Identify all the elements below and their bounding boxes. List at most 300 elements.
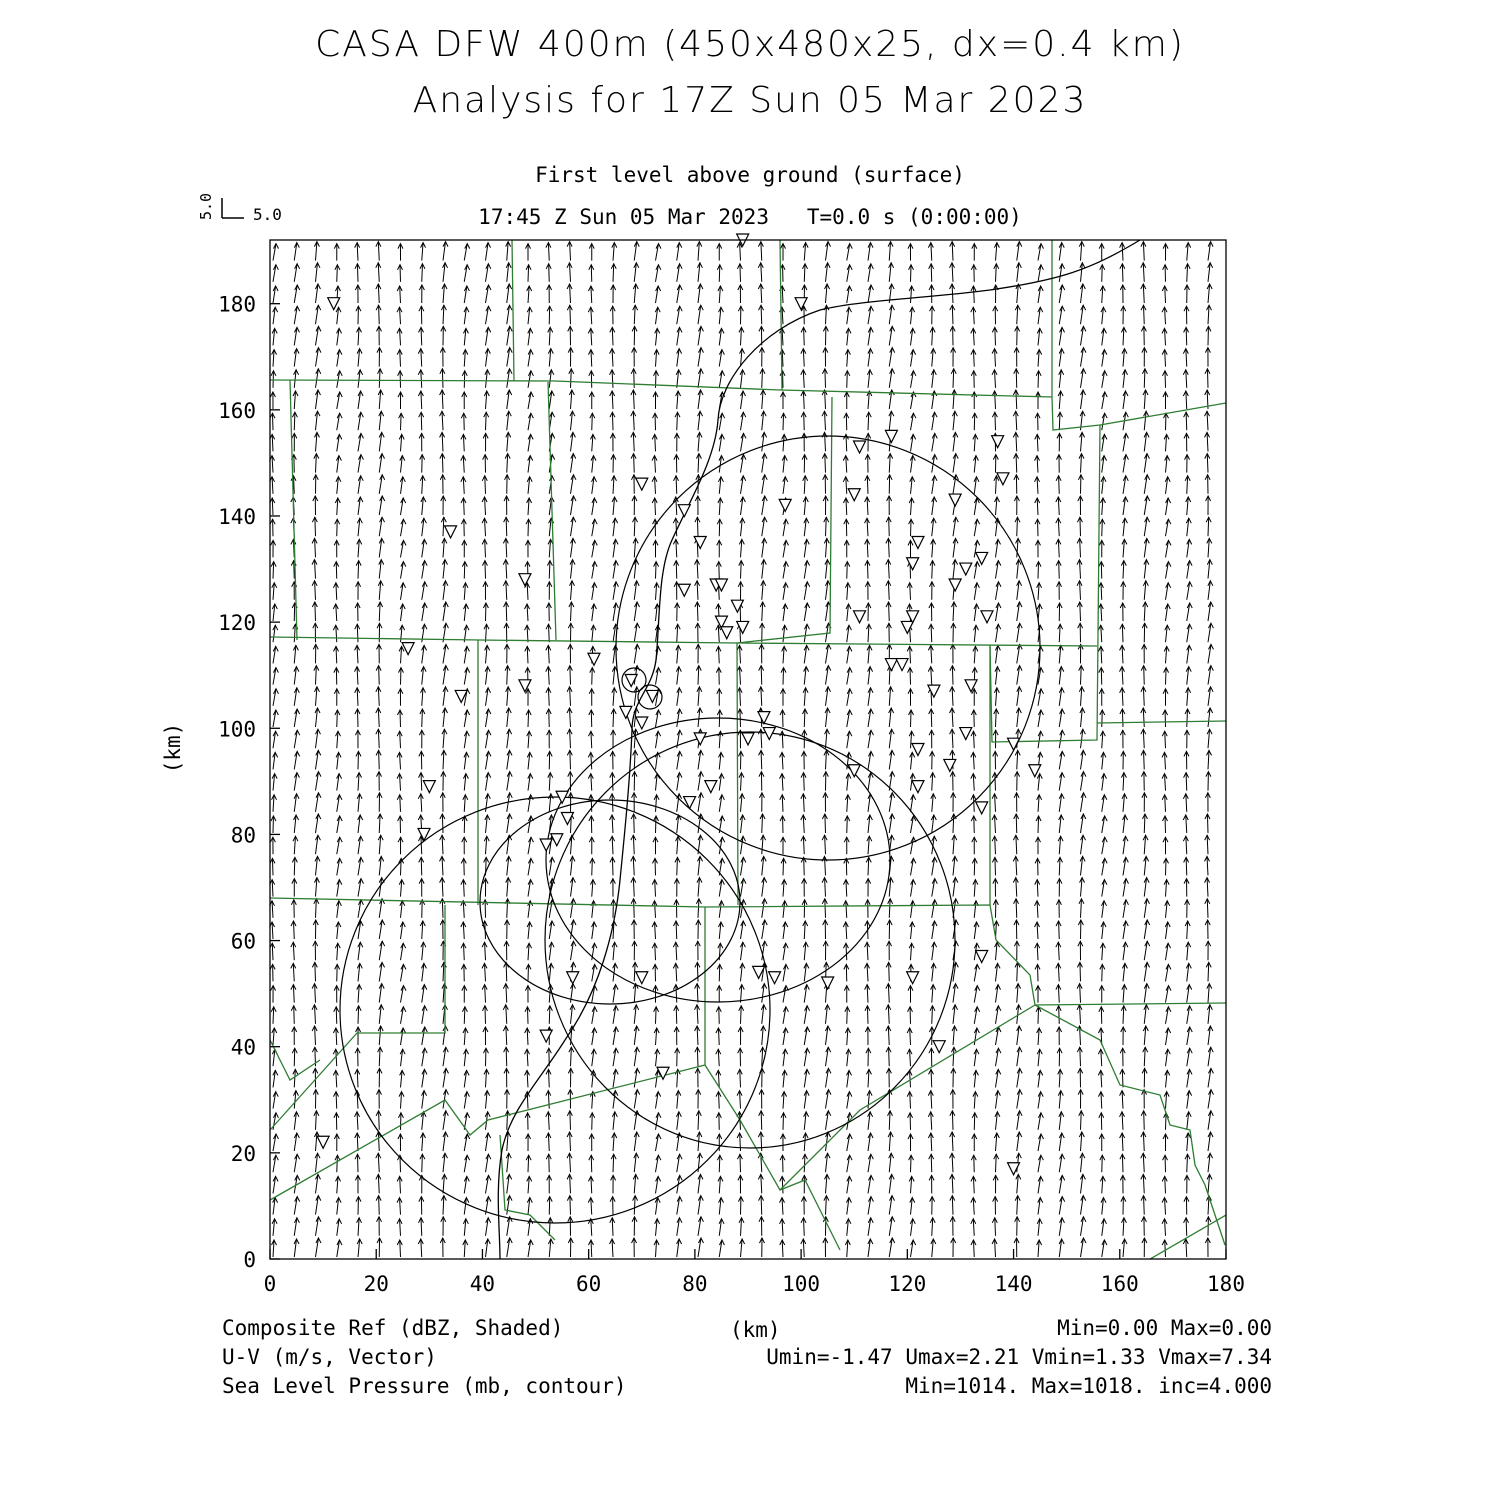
wind-vector [397,265,402,282]
x-tick-label: 100 [782,1272,821,1296]
wind-vector [526,1134,531,1151]
wind-vector [631,920,636,939]
county-line [548,382,556,640]
wind-vector [825,581,830,600]
wind-vector [1080,284,1085,303]
wind-vector [486,1133,491,1151]
wind-vector [1208,1047,1213,1066]
wind-vector [889,1238,894,1257]
wind-vector [549,942,554,960]
wind-vector [971,710,976,727]
wind-vector [1037,1240,1042,1257]
wind-vector [271,816,276,833]
wind-vector [486,1218,491,1236]
wind-vector [1162,1219,1167,1236]
wind-vector [950,1174,955,1193]
wind-vector [273,1092,278,1109]
wind-vector [783,1028,788,1045]
wind-vector [1100,286,1105,303]
wind-vector [567,1132,572,1151]
wind-vector [1016,284,1021,303]
wind-vector [1208,242,1213,261]
wind-vector [932,497,937,515]
wind-vector [696,1090,701,1109]
wind-vector [379,432,384,451]
wind-vector [355,1112,360,1130]
wind-vector [929,1048,934,1066]
wind-vector [889,305,894,324]
wind-vector [1036,816,1041,833]
station-marker [912,744,924,756]
wind-vector [1099,668,1104,685]
wind-vector [611,709,616,727]
wind-vector [953,984,958,1003]
wind-vector [1141,1217,1146,1236]
wind-vector [931,349,936,367]
wind-vector [1205,369,1210,388]
plot-subtitle: Analysis for 17Z Sun 05 Mar 2023 [412,80,1088,121]
wind-vector [1036,837,1041,854]
wind-vector [992,327,997,345]
wind-vector [676,1112,681,1130]
wind-vector [803,476,808,494]
wind-vector [695,1047,700,1066]
wind-vector [443,687,448,706]
wind-vector [613,539,618,557]
wind-vector [273,265,278,282]
wind-vector [844,986,849,1003]
wind-vector [462,837,467,854]
wind-vector [610,391,615,409]
wind-vector [1185,709,1190,727]
wind-vector [654,816,659,833]
wind-vector [592,519,597,536]
wind-vector [866,624,871,642]
wind-vector [951,1068,956,1087]
wind-vector [677,349,682,367]
wind-vector [676,836,681,854]
wind-vector [1078,475,1083,494]
wind-vector [632,1217,637,1236]
wind-vector [932,879,937,897]
wind-vector [633,517,638,536]
wind-vector [273,731,278,748]
wind-vector [1101,477,1106,494]
wind-vector [1035,922,1040,939]
wind-vector [270,964,275,981]
wind-vector [507,348,512,367]
wind-vector [441,326,446,345]
wind-vector [337,1219,342,1236]
wind-vector [1081,390,1086,409]
wind-vector [525,1028,530,1045]
wind-vector [313,623,318,642]
wind-vector [655,328,660,345]
wind-vector [634,1005,639,1024]
wind-vector [1081,1196,1086,1215]
wind-vector [675,1048,680,1066]
wind-vector [847,1092,852,1109]
wind-vector [1205,856,1210,875]
wind-vector [719,350,724,367]
wind-vector [590,413,595,430]
wind-vector [334,668,339,685]
wind-vector [1163,392,1168,409]
wind-vector [972,858,977,875]
wind-vector [461,477,466,494]
wind-vector [932,857,937,875]
wind-vector [1120,1112,1125,1130]
x-tick-label: 120 [888,1272,927,1296]
wind-vector [1142,1068,1147,1087]
wind-vector [762,475,767,494]
wind-vector [974,1028,979,1045]
wind-vector [612,497,617,515]
wind-vector [738,306,743,324]
wind-vector [1079,1111,1084,1130]
wind-vector [803,921,808,939]
y-tick-label: 180 [218,292,256,317]
wind-vector [737,688,742,706]
wind-vector [568,326,573,345]
wind-vector [443,666,448,685]
wind-vector [1187,1006,1192,1024]
wind-vector [740,518,745,536]
time-label: 17:45 Z Sun 05 Mar 2023 T=0.0 s (0:00:00) [478,205,1022,229]
wind-vector [1163,837,1168,854]
station-marker [636,478,648,490]
wind-vector [400,625,405,642]
wind-vector [866,603,871,621]
wind-vector [656,1155,661,1172]
wind-vector [589,244,594,261]
wind-vector [1099,562,1104,579]
wind-vector [337,413,342,430]
wind-vector [379,538,384,557]
wind-vector [845,562,850,579]
wind-vector [1017,1047,1022,1066]
wind-vector [1207,538,1212,557]
wind-vector [376,242,381,261]
wind-vector [823,496,828,515]
wind-vector [399,1092,404,1109]
wind-vector [760,623,765,642]
wind-vector [1098,646,1103,663]
wind-vector [950,772,955,791]
wind-vector [1058,836,1063,854]
wind-vector [1141,1174,1146,1193]
wind-vector [1206,496,1211,515]
wind-vector [783,562,788,579]
wind-vector [846,625,851,642]
wind-vector [1099,244,1104,261]
wind-vector [377,1238,382,1257]
wind-vector [759,305,764,324]
wind-vector [866,1048,871,1066]
wind-vector [355,709,360,727]
wind-vector [824,517,829,536]
wind-vector [950,1132,955,1151]
wind-vector [422,603,427,621]
wind-vector [313,496,318,515]
wind-vector [1186,667,1191,685]
wind-vector [889,1196,894,1215]
wind-vector [911,392,916,409]
wind-vector [759,1196,764,1215]
wind-vector [974,1049,979,1066]
wind-vector [398,668,403,685]
wind-vector [316,369,321,388]
wind-vector [505,454,510,473]
wind-vector [592,1028,597,1045]
wind-vector [1102,371,1107,388]
wind-vector [1077,1005,1082,1024]
wind-vector [570,411,575,430]
wind-vector [780,1155,785,1172]
wind-vector [419,1197,424,1215]
wind-vector [1185,921,1190,939]
wind-vector [272,1219,277,1236]
wind-vector [333,646,338,663]
county-line [1097,721,1226,723]
x-tick-label: 140 [994,1272,1033,1296]
wind-vector [419,857,424,875]
wind-vector [992,836,997,854]
wind-vector [379,962,384,981]
wind-vector [1184,730,1189,748]
wind-vector [483,1027,488,1045]
wind-vector [1184,306,1189,324]
wind-vector [1059,751,1064,769]
wind-vector [1142,1090,1147,1109]
wind-vector [464,1070,469,1087]
wind-vector [1014,475,1019,494]
wind-vector [547,730,552,748]
wind-vector [1038,1155,1043,1172]
wind-vector [843,477,848,494]
county-line [780,240,782,390]
wind-vector [1035,858,1040,875]
wind-vector [610,857,615,875]
wind-vector [312,1026,317,1045]
wind-vector [843,456,848,473]
wind-vector [312,962,317,981]
wind-vector [272,1049,277,1066]
wind-vector [631,814,636,833]
wind-vector [486,1154,491,1172]
wind-vector [613,561,618,579]
wind-vector [971,371,976,388]
wind-vector [486,688,491,706]
wind-vector [698,305,703,324]
wind-vector [1141,708,1146,727]
wind-vector [503,581,508,600]
wind-vector [1056,518,1061,536]
wind-vector [888,1132,893,1151]
wind-vector [1081,305,1086,324]
wind-vector [590,434,595,451]
wind-vector [1166,498,1171,515]
wind-vector [1015,517,1020,536]
wind-vector [315,729,320,748]
wind-vector [507,1174,512,1193]
wind-vector [1123,455,1128,473]
wind-vector [631,856,636,875]
wind-vector [506,708,511,727]
wind-vector [1121,561,1126,579]
wind-vector [270,413,275,430]
wind-vector [1206,772,1211,791]
wind-vector [398,1113,403,1130]
wind-vector [654,795,659,812]
wind-vector [568,644,573,663]
wind-vector [846,1198,851,1215]
wind-vector [358,433,363,451]
wind-vector [698,369,703,388]
wind-vector [1080,263,1085,282]
wind-vector [316,1217,321,1236]
wind-vector [1183,815,1188,833]
wind-vector [313,1090,318,1109]
wind-vector [1078,1068,1083,1087]
wind-vector [612,942,617,960]
wind-vector [992,1239,997,1257]
wind-vector [677,327,682,345]
wind-vector [337,371,342,388]
wind-vector [1120,730,1125,748]
wind-vector [1077,1047,1082,1066]
wind-vector [358,942,363,960]
wind-vector [1208,602,1213,621]
wind-vector [1120,1154,1125,1172]
wind-vector [422,539,427,557]
wind-vector [992,370,997,388]
wind-vector [271,986,276,1003]
wind-vector [737,264,742,282]
wind-vector [528,456,533,473]
wind-vector [591,604,596,621]
x-tick-label: 160 [1100,1272,1139,1296]
wind-vector [996,582,1001,600]
wind-vector [971,328,976,345]
wind-vector [355,730,360,748]
wind-vector [674,476,679,494]
wind-vector [356,1027,361,1045]
wind-vector [951,369,956,388]
wind-vector [674,921,679,939]
wind-vector [1164,668,1169,685]
wind-vector [486,751,491,769]
wind-vector [418,794,423,812]
wind-vector [397,286,402,303]
wind-vector [1166,1007,1171,1024]
wind-vector [1038,1070,1043,1087]
wind-vector [889,1174,894,1193]
wind-vector [1144,496,1149,515]
wind-vector [464,244,469,261]
wind-vector [358,455,363,473]
wind-vector [801,1218,806,1236]
wind-vector [549,921,554,939]
wind-vector [780,774,785,791]
wind-vector [950,666,955,685]
wind-vector [719,328,724,345]
wind-vector [865,497,870,515]
wind-vector [698,750,703,769]
wind-vector [418,1239,423,1257]
wind-vector [419,751,424,769]
wind-vector [1057,879,1062,897]
wind-vector [950,708,955,727]
wind-vector [953,878,958,897]
wind-vector [886,1068,891,1087]
wind-vector [783,922,788,939]
wind-vector [1100,519,1105,536]
wind-vector [294,243,299,261]
wind-vector [507,369,512,388]
wind-vector [401,964,406,981]
y-tick-label: 60 [230,929,256,954]
wind-vector [1165,604,1170,621]
wind-vector [801,327,806,345]
wind-vector [592,922,597,939]
wind-vector [547,1175,552,1193]
wind-vector [1187,539,1192,557]
wind-vector [314,687,319,706]
station-marker [976,802,988,814]
wind-vector [292,412,297,430]
wind-vector [485,645,490,663]
wind-vector [314,432,319,451]
wind-vector [1141,326,1146,345]
wind-vector [762,984,767,1003]
wind-vector [928,667,933,685]
wind-vector [333,1028,338,1045]
wind-vector [865,455,870,473]
wind-vector [677,1197,682,1215]
wind-vector [847,1134,852,1151]
wind-vector [1037,1049,1042,1066]
wind-vector [611,264,616,282]
wind-vector [1208,623,1213,642]
wind-vector [546,243,551,261]
wind-vector [1035,943,1040,960]
wind-vector [1143,602,1148,621]
wind-vector [996,985,1001,1003]
wind-vector [886,1005,891,1024]
wind-vector [313,941,318,960]
wind-vector [1101,307,1106,324]
wind-vector [1144,962,1149,981]
wind-vector [442,1174,447,1193]
wind-vector [527,752,532,769]
wind-vector [631,411,636,430]
wind-vector [783,943,788,960]
field2-stats: Umin=-1.47 Umax=2.21 Vmin=1.33 Vmax=7.34 [766,1345,1272,1369]
wind-vector [717,540,722,557]
wind-vector [1141,305,1146,324]
wind-vector [994,243,999,261]
wind-vector [315,1153,320,1172]
wind-vector [867,836,872,854]
wind-vector [780,689,785,706]
wind-vector [504,941,509,960]
wind-vector [1017,581,1022,600]
wind-vector [886,1026,891,1045]
wind-vector [719,837,724,854]
wind-vector [397,1240,402,1257]
wind-vector [889,411,894,430]
